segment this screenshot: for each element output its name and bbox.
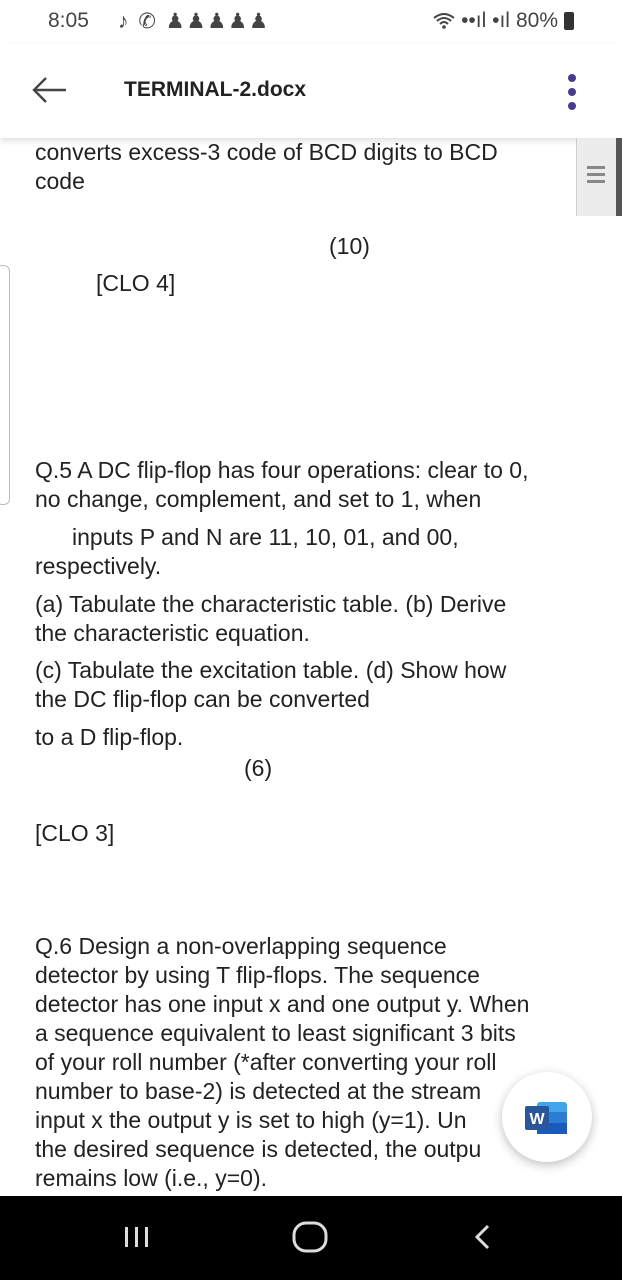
doc-line: code: [35, 168, 85, 194]
doc-line: Q.5 A DC flip-flop has four operations: clear to 0,: [35, 457, 529, 483]
doc-line: converts excess-3 code of BCD digits to BCD: [35, 139, 498, 165]
app-bar: [0, 44, 622, 138]
grip-icon: [587, 166, 605, 169]
doc-line: the characteristic equation.: [35, 620, 310, 646]
signal-icon: ••ıl •ıl: [461, 9, 510, 32]
doc-line: (c) Tabulate the excitation table. (d) Show how: [35, 657, 507, 683]
doc-line: detector has one input x and one output y. When: [35, 991, 530, 1017]
more-options-icon[interactable]: [562, 72, 582, 112]
status-right: [433, 9, 574, 33]
marks-label: (6): [244, 755, 273, 781]
doc-line: a sequence equivalent to least significant 3 bits: [35, 1020, 516, 1046]
status-time: 8:05: [48, 9, 89, 32]
scrollbar-thumb[interactable]: [616, 138, 622, 216]
home-icon[interactable]: [290, 1220, 330, 1254]
clo-label: [CLO 3]: [35, 820, 115, 846]
status-bar: [0, 0, 622, 44]
clo-label: [CLO 4]: [96, 270, 176, 296]
doc-line: remains low (i.e., y=0).: [35, 1165, 267, 1191]
doc-line: (a) Tabulate the characteristic table. (b) Derive: [35, 591, 507, 617]
doc-line: no change, complement, and set to 1, when: [35, 486, 482, 512]
doc-line: the desired sequence is detected, the outpu: [35, 1136, 482, 1162]
notification-icons: ♪ ✆ ♟♟♟♟♟: [118, 10, 270, 33]
doc-line: the DC flip-flop can be converted: [35, 686, 370, 712]
doc-line: inputs P and N are 11, 10, 01, and 00,: [72, 524, 459, 550]
system-nav-bar: [0, 1196, 622, 1280]
doc-line: input x the output y is set to high (y=1). Un: [35, 1107, 467, 1133]
doc-line: Q.6 Design a non-overlapping sequence: [35, 933, 447, 959]
doc-line: of your roll number (*after converting your roll: [35, 1049, 497, 1075]
doc-line: number to base-2) is detected at the stream: [35, 1078, 482, 1104]
battery-icon: [564, 12, 574, 30]
battery-percent: 80%: [515, 9, 558, 32]
document-title: TERMINAL-2.docx: [124, 78, 307, 101]
word-letter: W: [529, 1111, 545, 1128]
doc-line: to a D flip-flop.: [35, 724, 184, 750]
nav-back-icon[interactable]: [468, 1222, 498, 1252]
recent-apps-icon[interactable]: [120, 1224, 154, 1250]
doc-line: detector by using T flip-flops. The sequence: [35, 962, 480, 988]
doc-line: respectively.: [35, 553, 162, 579]
scroll-handle[interactable]: [576, 138, 622, 216]
wifi-icon: [433, 12, 455, 30]
document-body[interactable]: [0, 138, 622, 1196]
marks-label: (10): [329, 233, 370, 259]
word-icon: [523, 1100, 569, 1136]
open-in-word-button[interactable]: [502, 1072, 592, 1162]
back-arrow-icon[interactable]: [28, 70, 68, 110]
